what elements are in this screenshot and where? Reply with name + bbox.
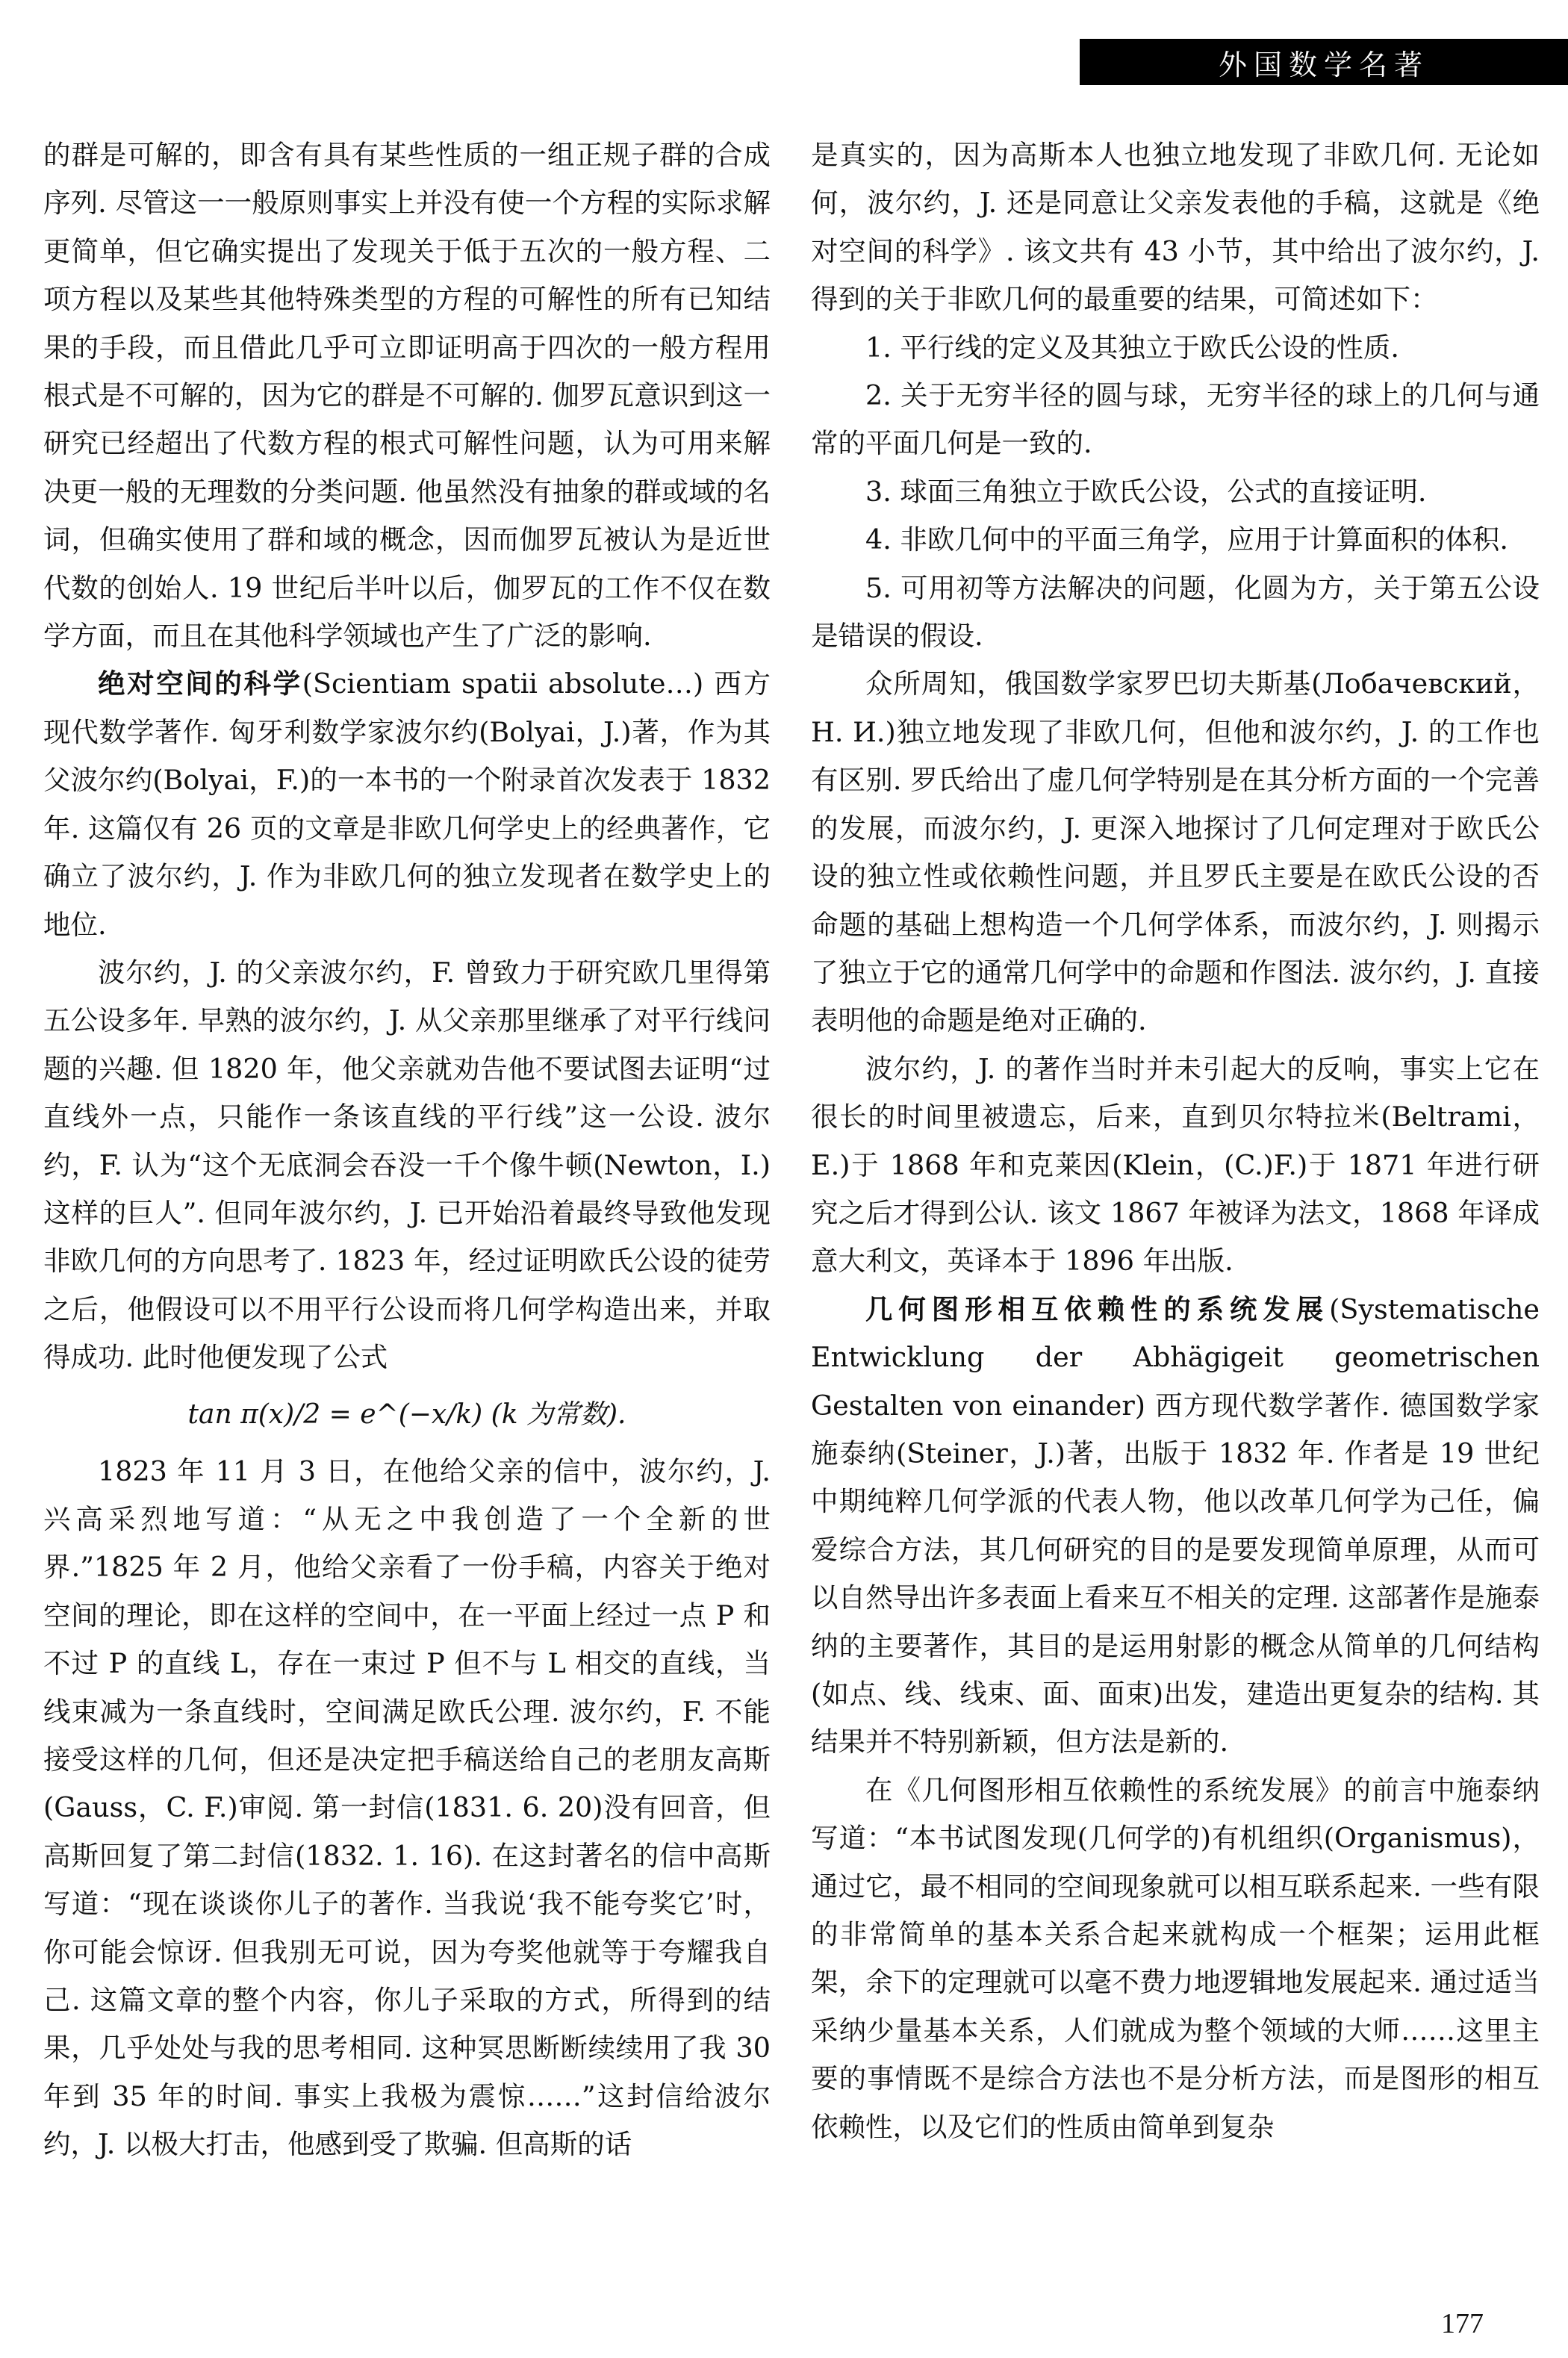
formula: tan π(x)/2 = e^(−x/k) (k 为常数).	[187, 1399, 626, 1430]
right-column	[811, 131, 1540, 2297]
running-header	[1080, 39, 1568, 85]
list-item: 2. 关于无穷半径的圆与球，无穷半径的球上的几何与通常的平面几何是一致的.	[811, 379, 1540, 460]
paragraph: 1823 年 11 月 3 日，在他给父亲的信中，波尔约，J. 兴高采烈地写道：“从无之中我创造了一个全新的世界.”1825 年 2 月，他给父亲看了一份手稿，内容关于绝对空间的理论，即在这样的空间中，在一平面上经过一点 P 和不过 P 的直线 L，存在一束过 P 但不与 L 相交的直线，当线束减为一条直线时，空间满足欧氏公理. 波尔约，F. 不能接受这样的几何，但还是决定把手稿送给自己的老朋友高斯(Gauss，C. F.)审阅. 第一封信(1831. 6. 20)没有回音，但高斯回复了第二封信(1832. 1. 16). 在这封著名的信中高斯写道：“现在谈谈你儿子的著作. 当我说‘我不能夸奖它’时，你可能会惊讶. 但我别无可说，因为夸奖他就等于夸耀我自己. 这篇文章的整个内容，你儿子采取的方式，所得到的结果，几乎处处与我的思考相同. 这种冥思断断续续用了我 30 年到 35 年的时间. 事实上我极为震惊……”这封信给波尔约，J. 以极大打击，他感到受了欺骗. 但高斯的话	[43, 1455, 771, 2161]
left-column	[43, 131, 771, 2297]
entry-paragraph	[811, 1286, 1540, 1767]
entry-body: (Systematische Entwicklung der Abhägigeit geometrischen Gestalten von einander) 西方现代数学著作. 德国数学家施泰纳(Steiner，J.)著，出版于 1832 年. 作者是 19 世纪中期纯粹几何学派的代表人物，他以改革几何学为己任，偏爱综合方法，其几何研究的目的是要发现简单原理，从而可以自然导出许多表面上看来互不相关的定理. 这部著作是施泰纳的主要著作，其目的是运用射影的概念从简单的几何结构(如点、线、线束、面、面束)出发，建造出更复杂的结构. 其结果并不特别新颖，但方法是新的.	[811, 1292, 1540, 1758]
entry-paragraph	[43, 660, 771, 948]
entry-title: 绝对空间的科学	[98, 668, 302, 700]
paragraph: 在《几何图形相互依赖性的系统发展》的前言中施泰纳写道：“本书试图发现(几何学的)有机组织(Organismus)，通过它，最不相同的空间现象就可以相互联系起来. 一些有限的非常简单的基本关系合起来就构成一个框架；运用此框架，余下的定理就可以毫不费力地逻辑地发展起来. 通过适当采纳少量基本关系，人们就成为整个领域的大师……这里主要的事情既不是综合方法也不是分析方法，而是图形的相互依赖性，以及它们的性质由简单到复杂	[811, 1773, 1540, 2143]
header-title: 外国数学名著	[1218, 48, 1429, 81]
paragraph: 波尔约，J. 的父亲波尔约，F. 曾致力于研究欧几里得第五公设多年. 早熟的波尔约，J. 从父亲那里继承了对平行线问题的兴趣. 但 1820 年，他父亲就劝告他不要试图去证明“过直线外一点，只能作一条该直线的平行线”这一公设. 波尔约，F. 认为“这个无底洞会吞没一千个像牛顿(Newton，I.)这样的巨人”. 但同年波尔约，J. 已开始沿着最终导致他发现非欧几何的方向思考了. 1823 年，经过证明欧氏公设的徒劳之后，他假设可以不用平行公设而将几何学构造出来，并取得成功. 此时他便发现了公式	[43, 956, 771, 1374]
list-item: 5. 可用初等方法解决的问题，化圆为方，关于第五公设是错误的假设.	[811, 571, 1540, 653]
entry-title: 几何图形相互依赖性的系统发展	[865, 1292, 1330, 1325]
page-number: 177	[1441, 2308, 1484, 2339]
paragraph: 波尔约，J. 的著作当时并未引起大的反响，事实上它在很长的时间里被遗忘，后来，直到贝尔特拉米(Beltrami，E.)于 1868 年和克莱因(Klein，(C.)F.)于 1871 年进行研究之后才得到公认. 该文 1867 年被译为法文，1868 年译成意大利文，英译本于 1896 年出版.	[811, 1052, 1540, 1278]
list-item: 4. 非欧几何中的平面三角学，应用于计算面积的体积.	[865, 523, 1509, 556]
list-item: 1. 平行线的定义及其独立于欧氏公设的性质.	[865, 331, 1400, 364]
list-item: 3. 球面三角独立于欧氏公设，公式的直接证明.	[865, 475, 1427, 508]
paragraph: 众所周知，俄国数学家罗巴切夫斯基(Лобачевский，Н. И.)独立地发现了非欧几何，但他和波尔约，J. 的工作也有区别. 罗氏给出了虚几何学特别是在其分析方面的一个完善的发展，而波尔约，J. 更深入地探讨了几何定理对于欧氏公设的独立性或依赖性问题，并且罗氏主要是在欧氏公设的否命题的基础上想构造一个几何学体系，而波尔约，J. 则揭示了独立于它的通常几何学中的命题和作图法. 波尔约，J. 直接表明他的命题是绝对正确的.	[811, 668, 1540, 1037]
paragraph: 是真实的，因为高斯本人也独立地发现了非欧几何. 无论如何，波尔约，J. 还是同意让父亲发表他的手稿，这就是《绝对空间的科学》. 该文共有 43 小节，其中给出了波尔约，J. 得到的关于非欧几何的最重要的结果，可简述如下：	[811, 139, 1540, 316]
paragraph: 的群是可解的，即含有具有某些性质的一组正规子群的合成序列. 尽管这一一般原则事实上并没有使一个方程的实际求解更简单，但它确实提出了发现关于低于五次的一般方程、二项方程以及某些其他特殊类型的方程的可解性的所有已知结果的手段，而且借此几乎可立即证明高于四次的一般方程用根式是不可解的，因为它的群是不可解的. 伽罗瓦意识到这一研究已经超出了代数方程的根式可解性问题，认为可用来解决更一般的无理数的分类问题. 他虽然没有抽象的群或域的名词，但确实使用了群和域的概念，因而伽罗瓦被认为是近世代数的创始人. 19 世纪后半叶以后，伽罗瓦的工作不仅在数学方面，而且在其他科学领域也产生了广泛的影响.	[43, 139, 771, 653]
entry-body: (Scientiam spatii absolute…) 西方现代数学著作. 匈牙利数学家波尔约(Bolyai，J.)著，作为其父波尔约(Bolyai，F.)的一本书的一个附录首次发表于 1832 年. 这篇仅有 26 页的文章是非欧几何学史上的经典著作，它确立了波尔约，J. 作为非欧几何的独立发现者在数学史上的地位.	[43, 668, 771, 941]
